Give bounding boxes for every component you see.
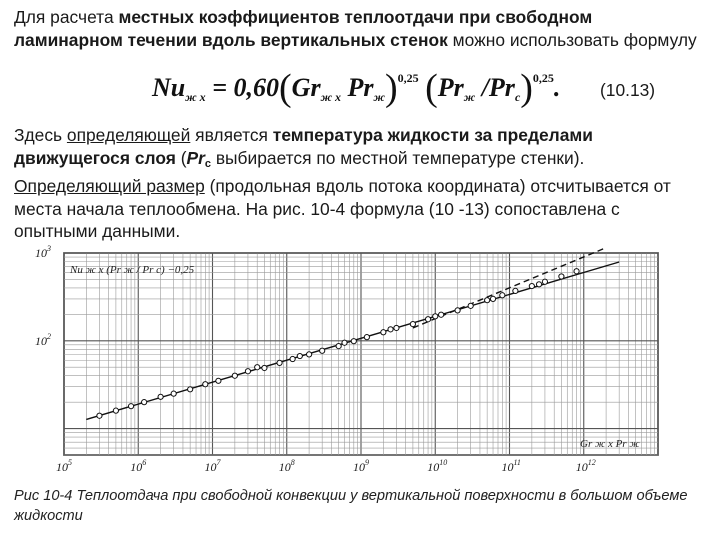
formula-paren-close-2: ) [520,67,533,109]
data-point [142,400,147,405]
data-point [394,325,399,330]
explanation-paragraph [14,124,704,243]
expl-pr-symbol: Pr [186,147,205,168]
x-tick-label: $10^{11}$ [501,458,521,474]
formula-gr: Gr [291,73,321,102]
x-tick-label: $10^{12}$ [575,458,596,474]
data-point [216,378,221,383]
data-point [113,408,118,413]
data-point [128,404,133,409]
formula-paren-close-1: ) [384,67,398,109]
data-point [232,373,237,378]
expl-pr-sub: с [204,157,211,170]
data-point [158,394,163,399]
intro-text-start: Для расчета [14,7,119,27]
formula-pr2-sub: ж [463,90,476,104]
expl-text-3: ( [175,147,187,168]
expl-underlined-determining: определяющей [66,125,191,145]
data-point [513,288,518,293]
data-point [290,356,295,361]
heat-transfer-chart [34,245,674,475]
data-point [433,314,438,319]
expl-text-5: (продольная вдоль потока координата) отсчитывается от места начала теплообмена. На рис. 10-4 формула (10 -13) сопоставлена с опытными данными. [14,176,671,241]
formula-pr1: Pr [341,73,374,102]
data-point [245,369,250,374]
data-point [574,269,579,274]
formula-pr3-sub: c [514,90,521,104]
formula-nu-sub: ж x [185,90,206,104]
data-point [342,340,347,345]
formula-paren-open-2: ( [425,67,438,109]
intro-text-bold: местных коэффициентов теплоотдачи при свободном ламинарном течении вдоль вертикальных стенок [14,7,593,50]
x-axis-label: Gr ж x Pr ж [580,438,640,450]
x-tick-label: $10^6$ [130,458,147,474]
x-tick-label: $10^9$ [353,458,369,474]
figure-caption: Рис 10-4 Теплоотдача при свободной конвекции у вертикальной поверхности в большом объеме жидкости [14,488,688,524]
data-point [203,382,208,387]
formula-paren-open-1: ( [279,67,292,109]
expl-bold-temperature: температура жидкости за пределами движущегося слоя [14,125,593,168]
data-point [307,352,312,357]
x-tick-label: $10^7$ [204,458,221,474]
expl-text-2: является [190,125,273,145]
y-tick-label: $10^2$ [35,331,51,348]
data-point [542,279,547,284]
data-point [500,293,505,298]
data-point [297,353,302,358]
data-point [188,387,193,392]
formula-coefficient: = 0,60 [205,73,280,102]
data-point [559,274,564,279]
data-point [277,360,282,365]
data-point [425,317,430,322]
equation-number: (10.13) [600,80,656,100]
intro-text-end: можно использовать формулу [447,29,697,50]
nusselt-formula [152,66,560,110]
x-tick-label: $10^5$ [56,458,72,474]
data-point [536,282,541,287]
formula-nu: Nu [152,73,186,102]
data-point [490,296,495,301]
data-point [455,308,460,313]
formula-gr-sub: ж x [320,90,342,104]
formula-exponent-2: 0,25 [532,71,554,85]
data-point [410,321,415,326]
expl-underlined-size: Определяющий размер [14,176,205,196]
formula-exponent-1: 0,25 [397,71,419,85]
y-tick-label: $10^3$ [35,245,51,260]
data-point [336,343,341,348]
data-point [320,348,325,353]
data-point [468,303,473,308]
data-point [529,283,534,288]
data-point [97,413,102,418]
data-point [262,365,267,370]
data-point [255,365,260,370]
data-point [171,391,176,396]
data-point [381,330,386,335]
formula-pr2: Pr [437,73,464,102]
expl-text-4: выбирается по местной температуре стенки). [210,147,585,168]
data-point [485,298,490,303]
y-axis-label: Nu ж x (Pr ж / Pr c) −0,25 [70,264,195,276]
chart-svg [34,245,674,475]
x-tick-label: $10^8$ [278,458,295,474]
x-tick-label: $10^{10}$ [427,458,448,474]
data-point [439,312,444,317]
expl-text-1: Здесь [14,125,67,145]
formula-period: . [553,73,561,102]
data-point [351,339,356,344]
formula-pr1-sub: ж [373,90,385,104]
intro-paragraph [14,6,704,51]
data-point [388,327,393,332]
data-point [364,335,369,340]
formula-pr3: /Pr [475,73,515,102]
